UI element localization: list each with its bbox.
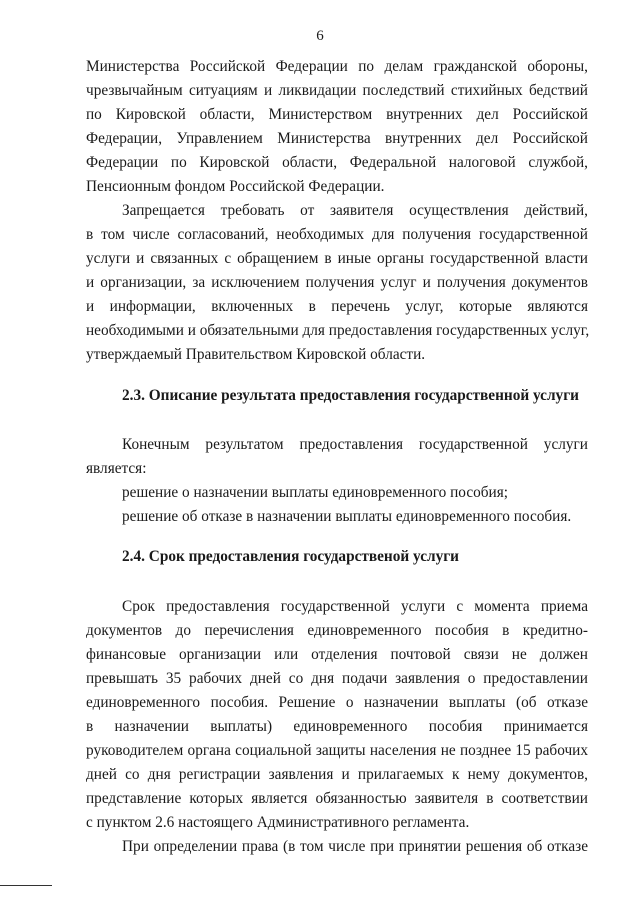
- text-line: чрезвычайным ситуациям и ликвидации последствий стихийных бедствий: [86, 82, 588, 99]
- text-line: Конечным результатом предоставления государственной услуги: [122, 436, 588, 453]
- text-line: Срок предоставления государственной услуги с момента приема: [122, 598, 588, 615]
- section-heading-2-4: 2.4. Срок предоставления государственой услуги: [122, 548, 459, 565]
- list-item: решение об отказе в назначении выплаты единовременного пособия.: [122, 508, 572, 525]
- text-line: При определении права (в том числе при принятии решения об отказе: [122, 838, 588, 855]
- text-line: Федерации по Кировской области, Федеральной налоговой службой,: [86, 154, 588, 171]
- text-line: услуги и связанных с обращением в иные органы государственной власти: [86, 250, 588, 267]
- text-line: Запрещается требовать от заявителя осуществления действий,: [122, 202, 588, 219]
- list-item: решение о назначении выплаты единовременного пособия;: [122, 484, 509, 501]
- text-line: финансовые организации или отделения почтовой связи не должен: [86, 646, 588, 663]
- text-line: Федерации, Управлением Министерства внутренних дел Российской: [86, 130, 588, 147]
- text-line: руководителем органа социальной защиты населения не позднее 15 рабочих: [86, 742, 588, 759]
- text-line: Министерства Российской Федерации по делам гражданской обороны,: [86, 58, 588, 75]
- text-line: с пунктом 2.6 настоящего Административного регламента.: [86, 814, 470, 831]
- page-number: 6: [316, 28, 324, 44]
- text-line: и информации, включенных в перечень услуг, которые являются: [86, 298, 588, 315]
- text-line: документов до перечисления единовременного пособия в кредитно-: [86, 622, 588, 639]
- text-line: превышать 35 рабочих дней со дня подачи заявления о предоставлении: [86, 670, 588, 687]
- text-line: единовременного пособия. Решение о назначении выплаты (об отказе: [86, 694, 588, 711]
- text-line: и организации, за исключением получения услуг и получения документов: [86, 274, 588, 291]
- text-line: по Кировской области, Министерством внутренних дел Российской: [86, 106, 588, 123]
- text-line: представление которых является обязанностью заявителя в соответствии: [86, 790, 588, 807]
- text-line: дней со дня регистрации заявления и прилагаемых к нему документов,: [86, 766, 588, 783]
- text-line: в том числе согласований, необходимых для получения государственной: [86, 226, 588, 243]
- scan-margin-mark: [0, 885, 52, 886]
- text-line: является:: [86, 460, 147, 477]
- text-line: утверждаемый Правительством Кировской области.: [86, 346, 426, 363]
- text-line: в назначении выплаты) единовременного пособия принимается: [86, 718, 588, 735]
- text-line: Пенсионным фондом Российской Федерации.: [86, 178, 385, 195]
- section-heading-2-3: 2.3. Описание результата предоставления государственной услуги: [122, 387, 579, 404]
- text-line: необходимыми и обязательными для предоставления государственных услуг,: [86, 322, 590, 339]
